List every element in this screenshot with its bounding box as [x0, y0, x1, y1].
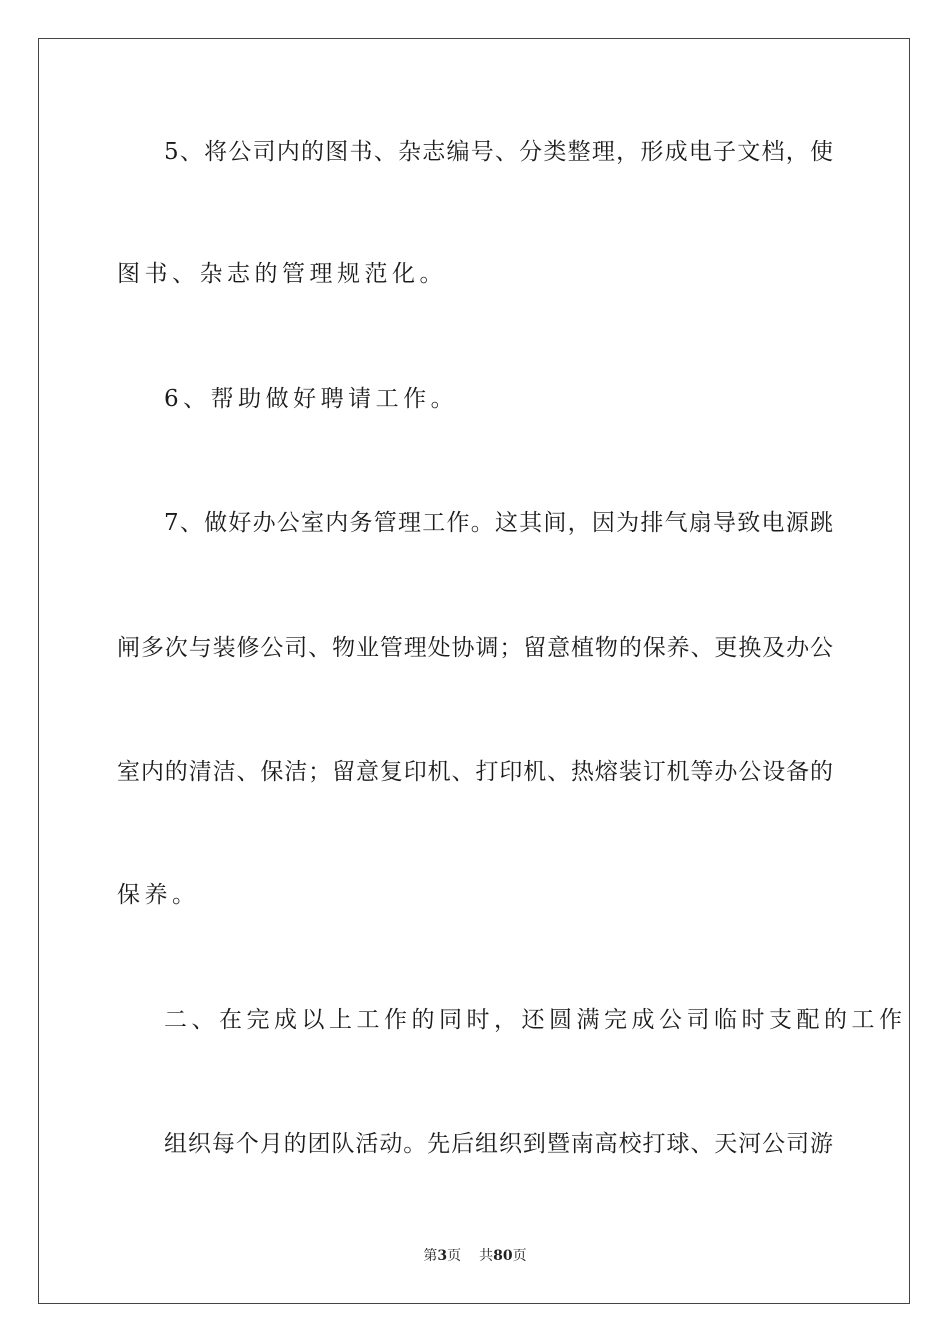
paragraph-line: 6、帮助做好聘请工作。: [164, 386, 459, 412]
footer-total-suffix: 页: [512, 1248, 527, 1264]
paragraph-line: 室内的清洁、保洁；留意复印机、打印机、热熔装订机等办公设备的: [117, 759, 833, 785]
footer-page-number: 3: [437, 1248, 448, 1264]
footer-total-prefix: 共: [479, 1248, 494, 1264]
paragraph-line: 保养。: [117, 882, 200, 908]
paragraph-line: 图书、杂志的管理规范化。: [117, 261, 447, 287]
page-footer: [0, 1246, 950, 1266]
paragraph-line: 5、将公司内的图书、杂志编号、分类整理，形成电子文档，使: [164, 139, 833, 165]
footer-page-prefix: 第: [423, 1248, 438, 1264]
section-heading: 二、在完成以上工作的同时，还圆满完成公司临时支配的工作: [164, 1007, 907, 1033]
paragraph-line: 组织每个月的团队活动。先后组织到暨南高校打球、天河公司游: [164, 1131, 833, 1157]
footer-total-pages: 80: [493, 1248, 513, 1264]
paragraph-line: 闸多次与装修公司、物业管理处协调；留意植物的保养、更换及办公: [117, 635, 833, 661]
footer-page-suffix: 页: [447, 1248, 462, 1264]
page-frame: [38, 38, 910, 1304]
paragraph-line: 7、做好办公室内务管理工作。这其间，因为排气扇导致电源跳: [164, 510, 833, 536]
